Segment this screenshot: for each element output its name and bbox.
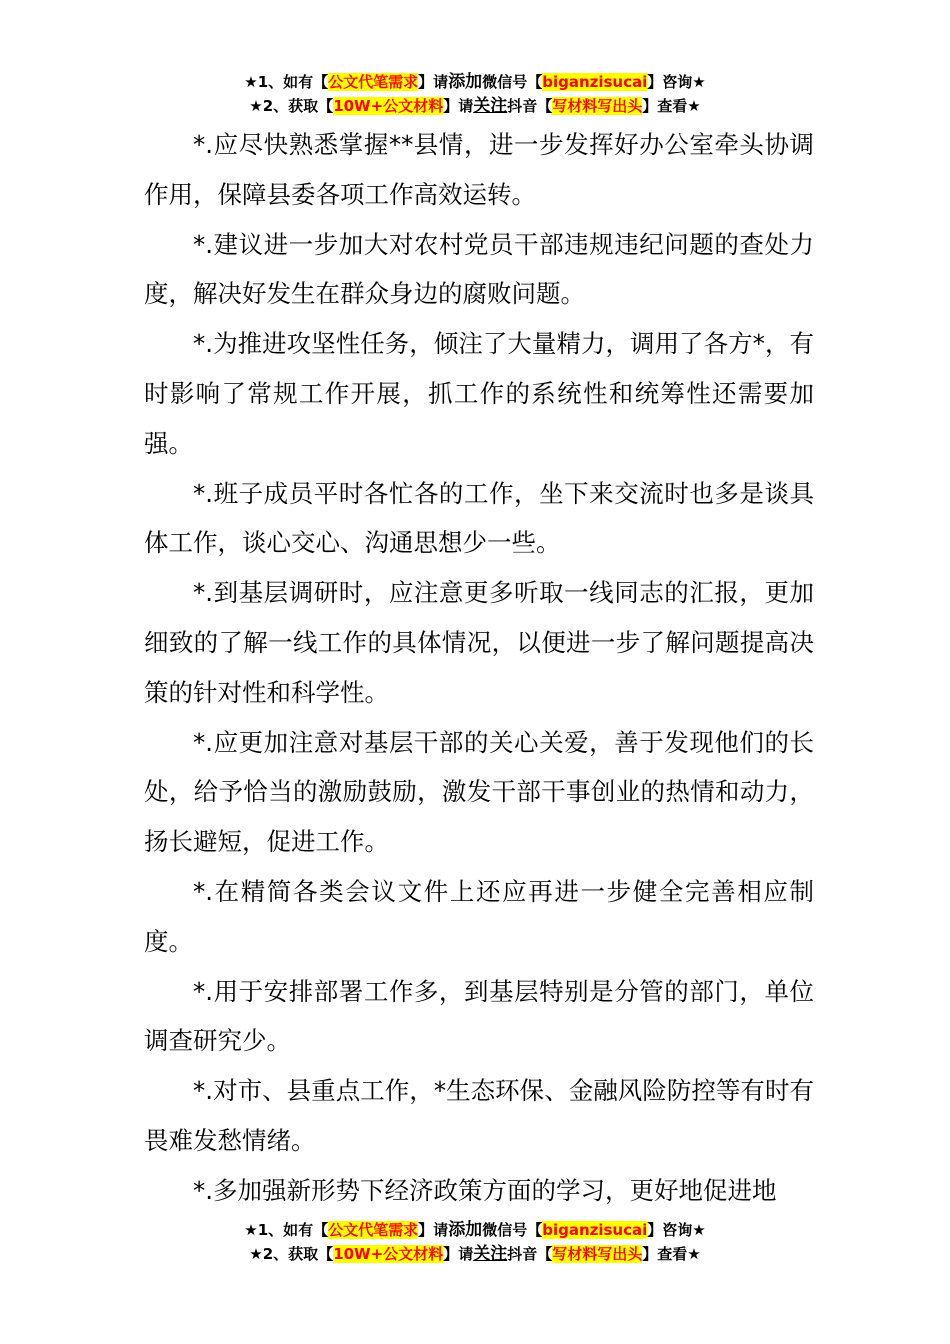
banner-text: 抖音【 <box>507 1245 553 1263</box>
banner-text: 微信号【 <box>482 1221 543 1239</box>
banner-text: ★2、获取【 <box>249 97 334 115</box>
banner-text: 】咨询★ <box>647 1221 706 1239</box>
banner-line-2 <box>0 94 950 118</box>
paragraph: *.用于安排部署工作多，到基层特别是分管的部门，单位调查研究少。 <box>144 976 814 1056</box>
paragraph: *.多加强新形势下经济政策方面的学习，更好地促进地 <box>193 1175 777 1205</box>
banner-highlight-materials: 10W+公文材料 <box>333 97 444 115</box>
banner-line-1 <box>0 70 950 94</box>
footer-banner <box>0 1218 950 1266</box>
banner-highlight-wechat: biganzisucai <box>542 73 648 91</box>
banner-line-2 <box>0 1242 950 1266</box>
header-banner <box>0 70 950 118</box>
paragraph: *.为推进攻坚性任务，倾注了大量精力，调用了各方*，有时影响了常规工作开展，抓工作的系统性和统筹性还需要加强。 <box>144 329 814 458</box>
banner-text: 微信号【 <box>482 73 543 91</box>
banner-emphasis: 关注 <box>473 96 508 116</box>
banner-line-1 <box>0 1218 950 1242</box>
banner-highlight-service: 公文代笔需求 <box>328 73 419 91</box>
banner-highlight-service: 公文代笔需求 <box>328 1221 419 1239</box>
banner-emphasis: 关注 <box>473 1244 508 1264</box>
banner-text: ★1、如有【 <box>244 73 329 91</box>
paragraph: *.班子成员平时各忙各的工作，坐下来交流时也多是谈具体工作，谈心交心、沟通思想少一些。 <box>144 478 814 558</box>
banner-highlight-materials: 10W+公文材料 <box>333 1245 444 1263</box>
banner-text: ★2、获取【 <box>249 1245 334 1263</box>
banner-highlight-douyin: 写材料写出头 <box>552 97 643 115</box>
banner-highlight-douyin: 写材料写出头 <box>552 1245 643 1263</box>
banner-text: ★1、如有【 <box>244 1221 329 1239</box>
banner-emphasis: 添加 <box>448 1220 483 1240</box>
paragraph: *.到基层调研时，应注意更多听取一线同志的汇报，更加细致的了解一线工作的具体情况，以便进一步了解问题提高决策的针对性和科学性。 <box>144 578 814 707</box>
banner-text: 】查看★ <box>642 1245 701 1263</box>
paragraph: *.对市、县重点工作，*生态环保、金融风险防控等有时有畏难发愁情绪。 <box>144 1076 814 1155</box>
banner-text: 】咨询★ <box>647 73 706 91</box>
banner-text: 】请 <box>443 97 474 115</box>
document-body <box>144 120 814 1216</box>
paragraph: *.在精简各类会议文件上还应再进一步健全完善相应制度。 <box>144 876 814 956</box>
banner-text: 】查看★ <box>642 97 701 115</box>
banner-text: 抖音【 <box>507 97 553 115</box>
banner-text: 】请 <box>418 73 449 91</box>
paragraph: *.应尽快熟悉掌握**县情，进一步发挥好办公室牵头协调作用，保障县委各项工作高效运转。 <box>144 130 814 209</box>
banner-emphasis: 添加 <box>448 72 483 92</box>
paragraph: *.建议进一步加大对农村党员干部违规违纪问题的查处力度，解决好发生在群众身边的腐败问题。 <box>144 229 814 309</box>
paragraph: *.应更加注意对基层干部的关心关爱，善于发现他们的长处，给予恰当的激励鼓励，激发干部干事创业的热情和动力，扬长避短，促进工作。 <box>144 727 814 857</box>
banner-highlight-wechat: biganzisucai <box>542 1221 648 1239</box>
banner-text: 】请 <box>443 1245 474 1263</box>
banner-text: 】请 <box>418 1221 449 1239</box>
